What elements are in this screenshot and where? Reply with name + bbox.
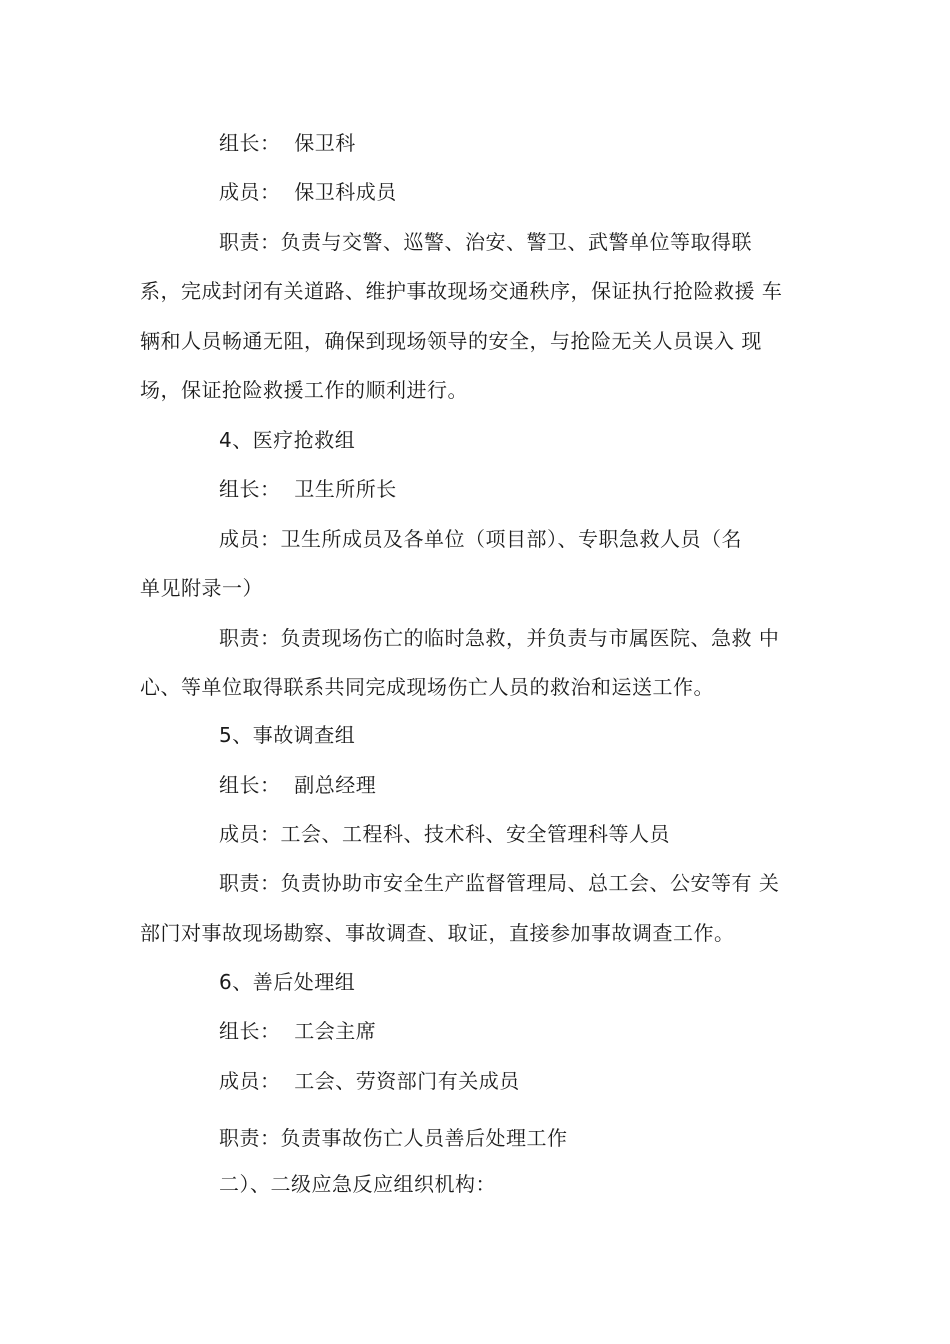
duty-line-aftermath: 职责：负责事故伤亡人员善后处理工作 bbox=[219, 1126, 568, 1150]
members-line-medical-cont: 单见附录一） bbox=[140, 576, 263, 600]
members-line-aftermath: 成员： 工会、劳资部门有关成员 bbox=[219, 1069, 520, 1093]
duty-line-security-cont-3: 场，保证抢险救援工作的顺利进行。 bbox=[140, 378, 468, 402]
members-line-investigation: 成员：工会、工程科、技术科、安全管理科等人员 bbox=[219, 822, 670, 846]
leader-line-security: 组长： 保卫科 bbox=[219, 131, 356, 155]
duty-line-medical: 职责：负责现场伤亡的临时急救，并负责与市属医院、急救 中 bbox=[219, 626, 780, 650]
leader-line-investigation: 组长： 副总经理 bbox=[219, 773, 377, 797]
section-heading-aftermath: 6、善后处理组 bbox=[219, 970, 356, 994]
duty-line-investigation: 职责：负责协助市安全生产监督管理局、总工会、公安等有 关 bbox=[219, 871, 780, 895]
members-line-security: 成员： 保卫科成员 bbox=[219, 180, 397, 204]
leader-line-aftermath: 组长： 工会主席 bbox=[219, 1019, 377, 1043]
duty-line-medical-cont: 心、等单位取得联系共同完成现场伤亡人员的救治和运送工作。 bbox=[140, 675, 714, 699]
duty-line-security-cont-2: 辆和人员畅通无阻，确保到现场领导的安全，与抢险无关人员误入 现 bbox=[140, 329, 762, 353]
duty-line-security-cont-1: 系，完成封闭有关道路、维护事故现场交通秩序，保证执行抢险救援 车 bbox=[140, 279, 783, 303]
leader-line-medical: 组长： 卫生所所长 bbox=[219, 477, 397, 501]
section-heading-level-two: 二）、二级应急反应组织机构： bbox=[219, 1172, 496, 1196]
section-heading-medical: 4、医疗抢救组 bbox=[219, 428, 356, 452]
members-line-medical: 成员：卫生所成员及各单位（项目部）、专职急救人员（名 bbox=[219, 527, 742, 551]
duty-line-security: 职责：负责与交警、巡警、治安、警卫、武警单位等取得联 bbox=[219, 230, 752, 254]
section-heading-investigation: 5、事故调查组 bbox=[219, 723, 356, 747]
duty-line-investigation-cont: 部门对事故现场勘察、事故调查、取证，直接参加事故调查工作。 bbox=[140, 921, 735, 945]
